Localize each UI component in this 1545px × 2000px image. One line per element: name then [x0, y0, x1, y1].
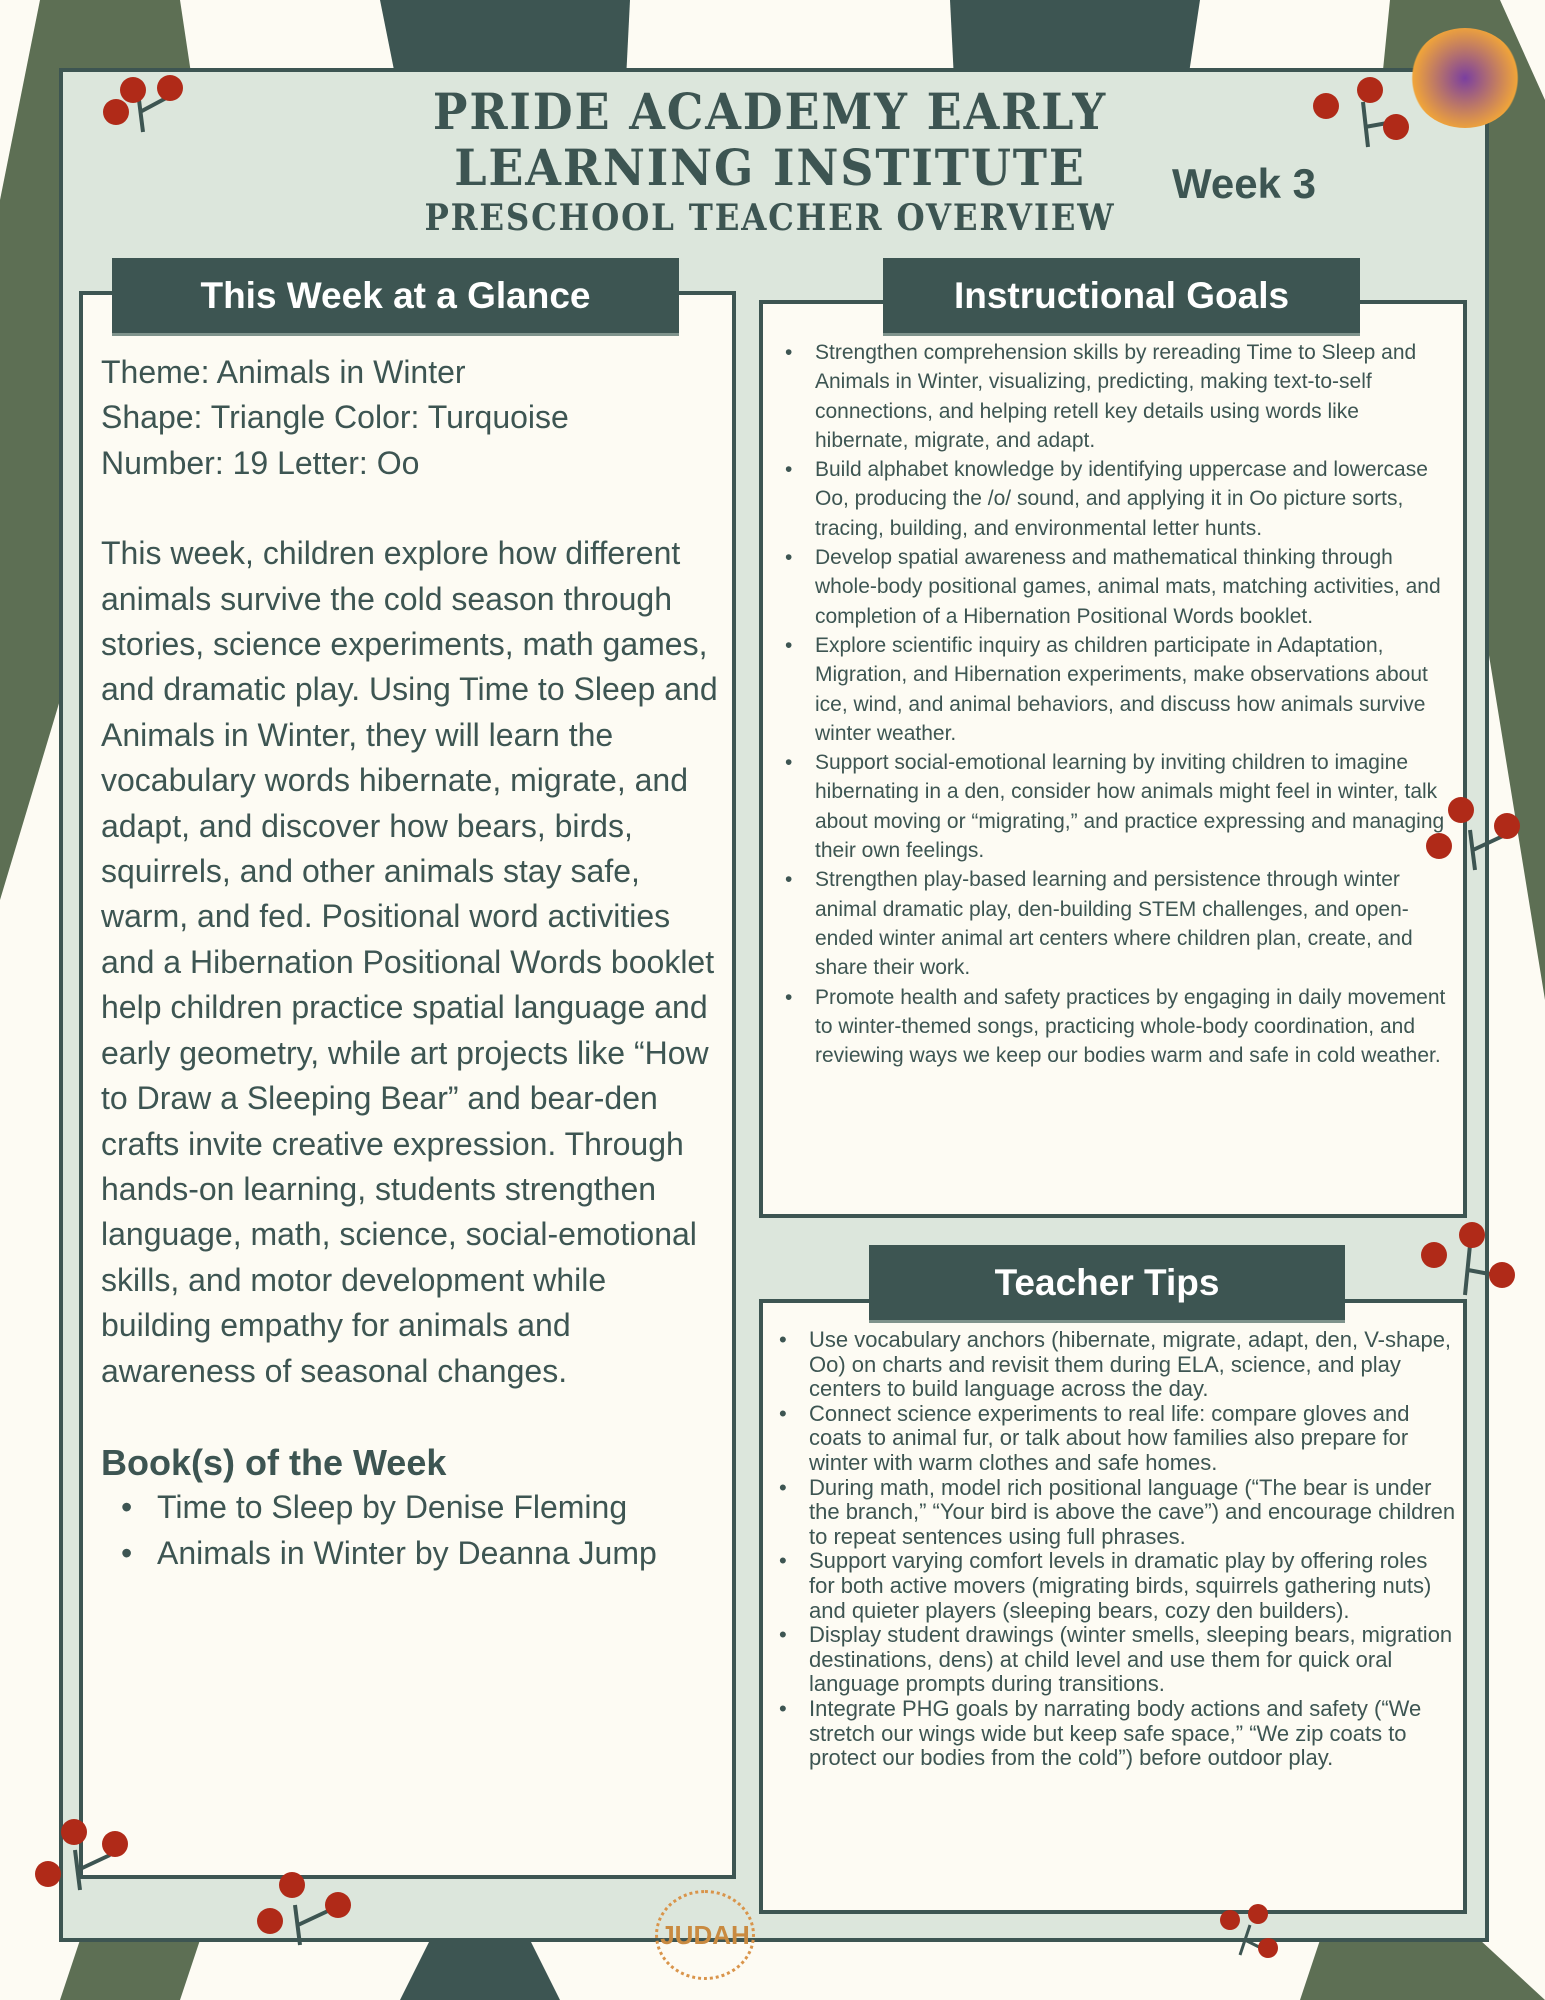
- berry-branch-icon: [1425, 790, 1535, 880]
- pride-academy-logo: [1410, 28, 1520, 128]
- glance-heading: This Week at a Glance: [112, 258, 679, 336]
- number-letter-text: Number: 19 Letter: Oo: [101, 444, 420, 481]
- tip-item: • During math, model rich positional language (“The bear is under the branch,” “Your bird is above the cave”) and encourage children to repeat sentences using full phrases.: [809, 1476, 1459, 1550]
- books-heading: Book(s) of the Week: [101, 1441, 447, 1483]
- goal-item: • Explore scientific inquiry as children participate in Adaptation, Migration, and Hibernation experiments, make observations about ice, wind, and animal behaviors, and discuss how animals survive winter weather.: [815, 631, 1455, 748]
- tip-item: • Use vocabulary anchors (hibernate, migrate, adapt, den, V-shape, Oo) on charts and revisit them during ELA, science, and play centers to build language across the day.: [809, 1328, 1459, 1402]
- week-description: This week, children explore how different animals survive the cold season through stories, science experiments, math games, and dramatic play. Using Time to Sleep and Animals in Winter, they will learn the vocabulary words hibernate, migrate, and adapt, and discover how bears, birds, squirrels, and other animals stay safe, warm, and fed. Positional word activities and a Hibernation Positional Words booklet help children practice spatial language and early geometry, while art projects like “How to Draw a Sleeping Bear” and bear-den crafts invite creative expression. Through hands-on learning, students strengthen language, math, science, social-emotional skills, and motor development while building empathy for animals and awareness of seasonal changes.: [101, 535, 718, 1389]
- berry-branch-icon: [250, 1865, 360, 1955]
- goal-item: • Support social-emotional learning by inviting children to imagine hibernating in a den, consider how animals might feel in winter, talk about moving or “migrating,” and practice expressing and managing their own feelings.: [815, 748, 1455, 865]
- tip-item: • Display student drawings (winter smells, sleeping bears, migration destinations, dens) at child level and use them for quick oral language prompts during transitions.: [809, 1623, 1459, 1697]
- week-label: Week 3: [1172, 160, 1316, 207]
- berry-branch-icon: [30, 1810, 140, 1900]
- goal-item: • Build alphabet knowledge by identifying uppercase and lowercase Oo, producing the /o/ sound, and applying it in Oo picture sorts, tracing, building, and environmental letter hunts.: [815, 455, 1455, 543]
- glance-content: [101, 350, 721, 1576]
- shape-color-text: Shape: Triangle Color: Turquoise: [101, 399, 569, 436]
- tips-list: [809, 1328, 1459, 1771]
- goal-item: • Strengthen play-based learning and persistence through winter animal dramatic play, den-building STEM challenges, and open-ended winter animal art centers where children plan, create, and share their work.: [815, 865, 1455, 982]
- tip-item: • Connect science experiments to real life: compare gloves and coats to animal fur, or talk about how families also prepare for winter with warm clothes and safe homes.: [809, 1402, 1459, 1476]
- tips-heading: Teacher Tips: [869, 1245, 1345, 1323]
- goal-item: • Develop spatial awareness and mathematical thinking through whole-body positional games, animal mats, matching activities, and completion of a Hibernation Positional Words booklet.: [815, 543, 1455, 631]
- goals-list: [815, 338, 1455, 1070]
- goal-item: • Strengthen comprehension skills by rereading Time to Sleep and Animals in Winter, visualizing, predicting, making text-to-self connections, and helping retell key details using words like hibernate, migrate, and adapt.: [815, 338, 1455, 455]
- book-item: • Time to Sleep by Denise Fleming: [157, 1485, 721, 1530]
- tip-item: • Integrate PHG goals by narrating body actions and safety (“We stretch our wings wide but keep safe space,” “We zip coats to protect our bodies from the cold”) before outdoor play.: [809, 1697, 1459, 1771]
- berry-branch-icon: [1308, 72, 1418, 152]
- book-item: • Animals in Winter by Deanna Jump: [157, 1531, 721, 1576]
- page-title: PRIDE ACADEMY EARLY LEARNING INSTITUTE: [432, 82, 1108, 197]
- berry-branch-icon: [88, 72, 198, 142]
- berry-branch-icon: [1210, 1900, 1290, 1960]
- judah-ministries-logo: [655, 1890, 755, 1980]
- goals-heading: Instructional Goals: [883, 258, 1360, 336]
- tip-item: • Support varying comfort levels in dramatic play by offering roles for both active movers (migrating birds, squirrels gathering nuts) and quieter players (sleeping bears, cozy den builders).: [809, 1549, 1459, 1623]
- books-list: [101, 1485, 721, 1576]
- judah-logo-text: JUDAH: [660, 1919, 750, 1950]
- page-subtitle: PRESCHOOL TEACHER OVERVIEW: [424, 197, 1116, 239]
- berry-branch-icon: [1410, 1215, 1520, 1305]
- theme-text: Theme: Animals in Winter: [101, 354, 466, 390]
- goal-item: • Promote health and safety practices by engaging in daily movement to winter-themed songs, practicing whole-body coordination, and reviewing ways we keep our bodies warm and safe in cold weather.: [815, 983, 1455, 1071]
